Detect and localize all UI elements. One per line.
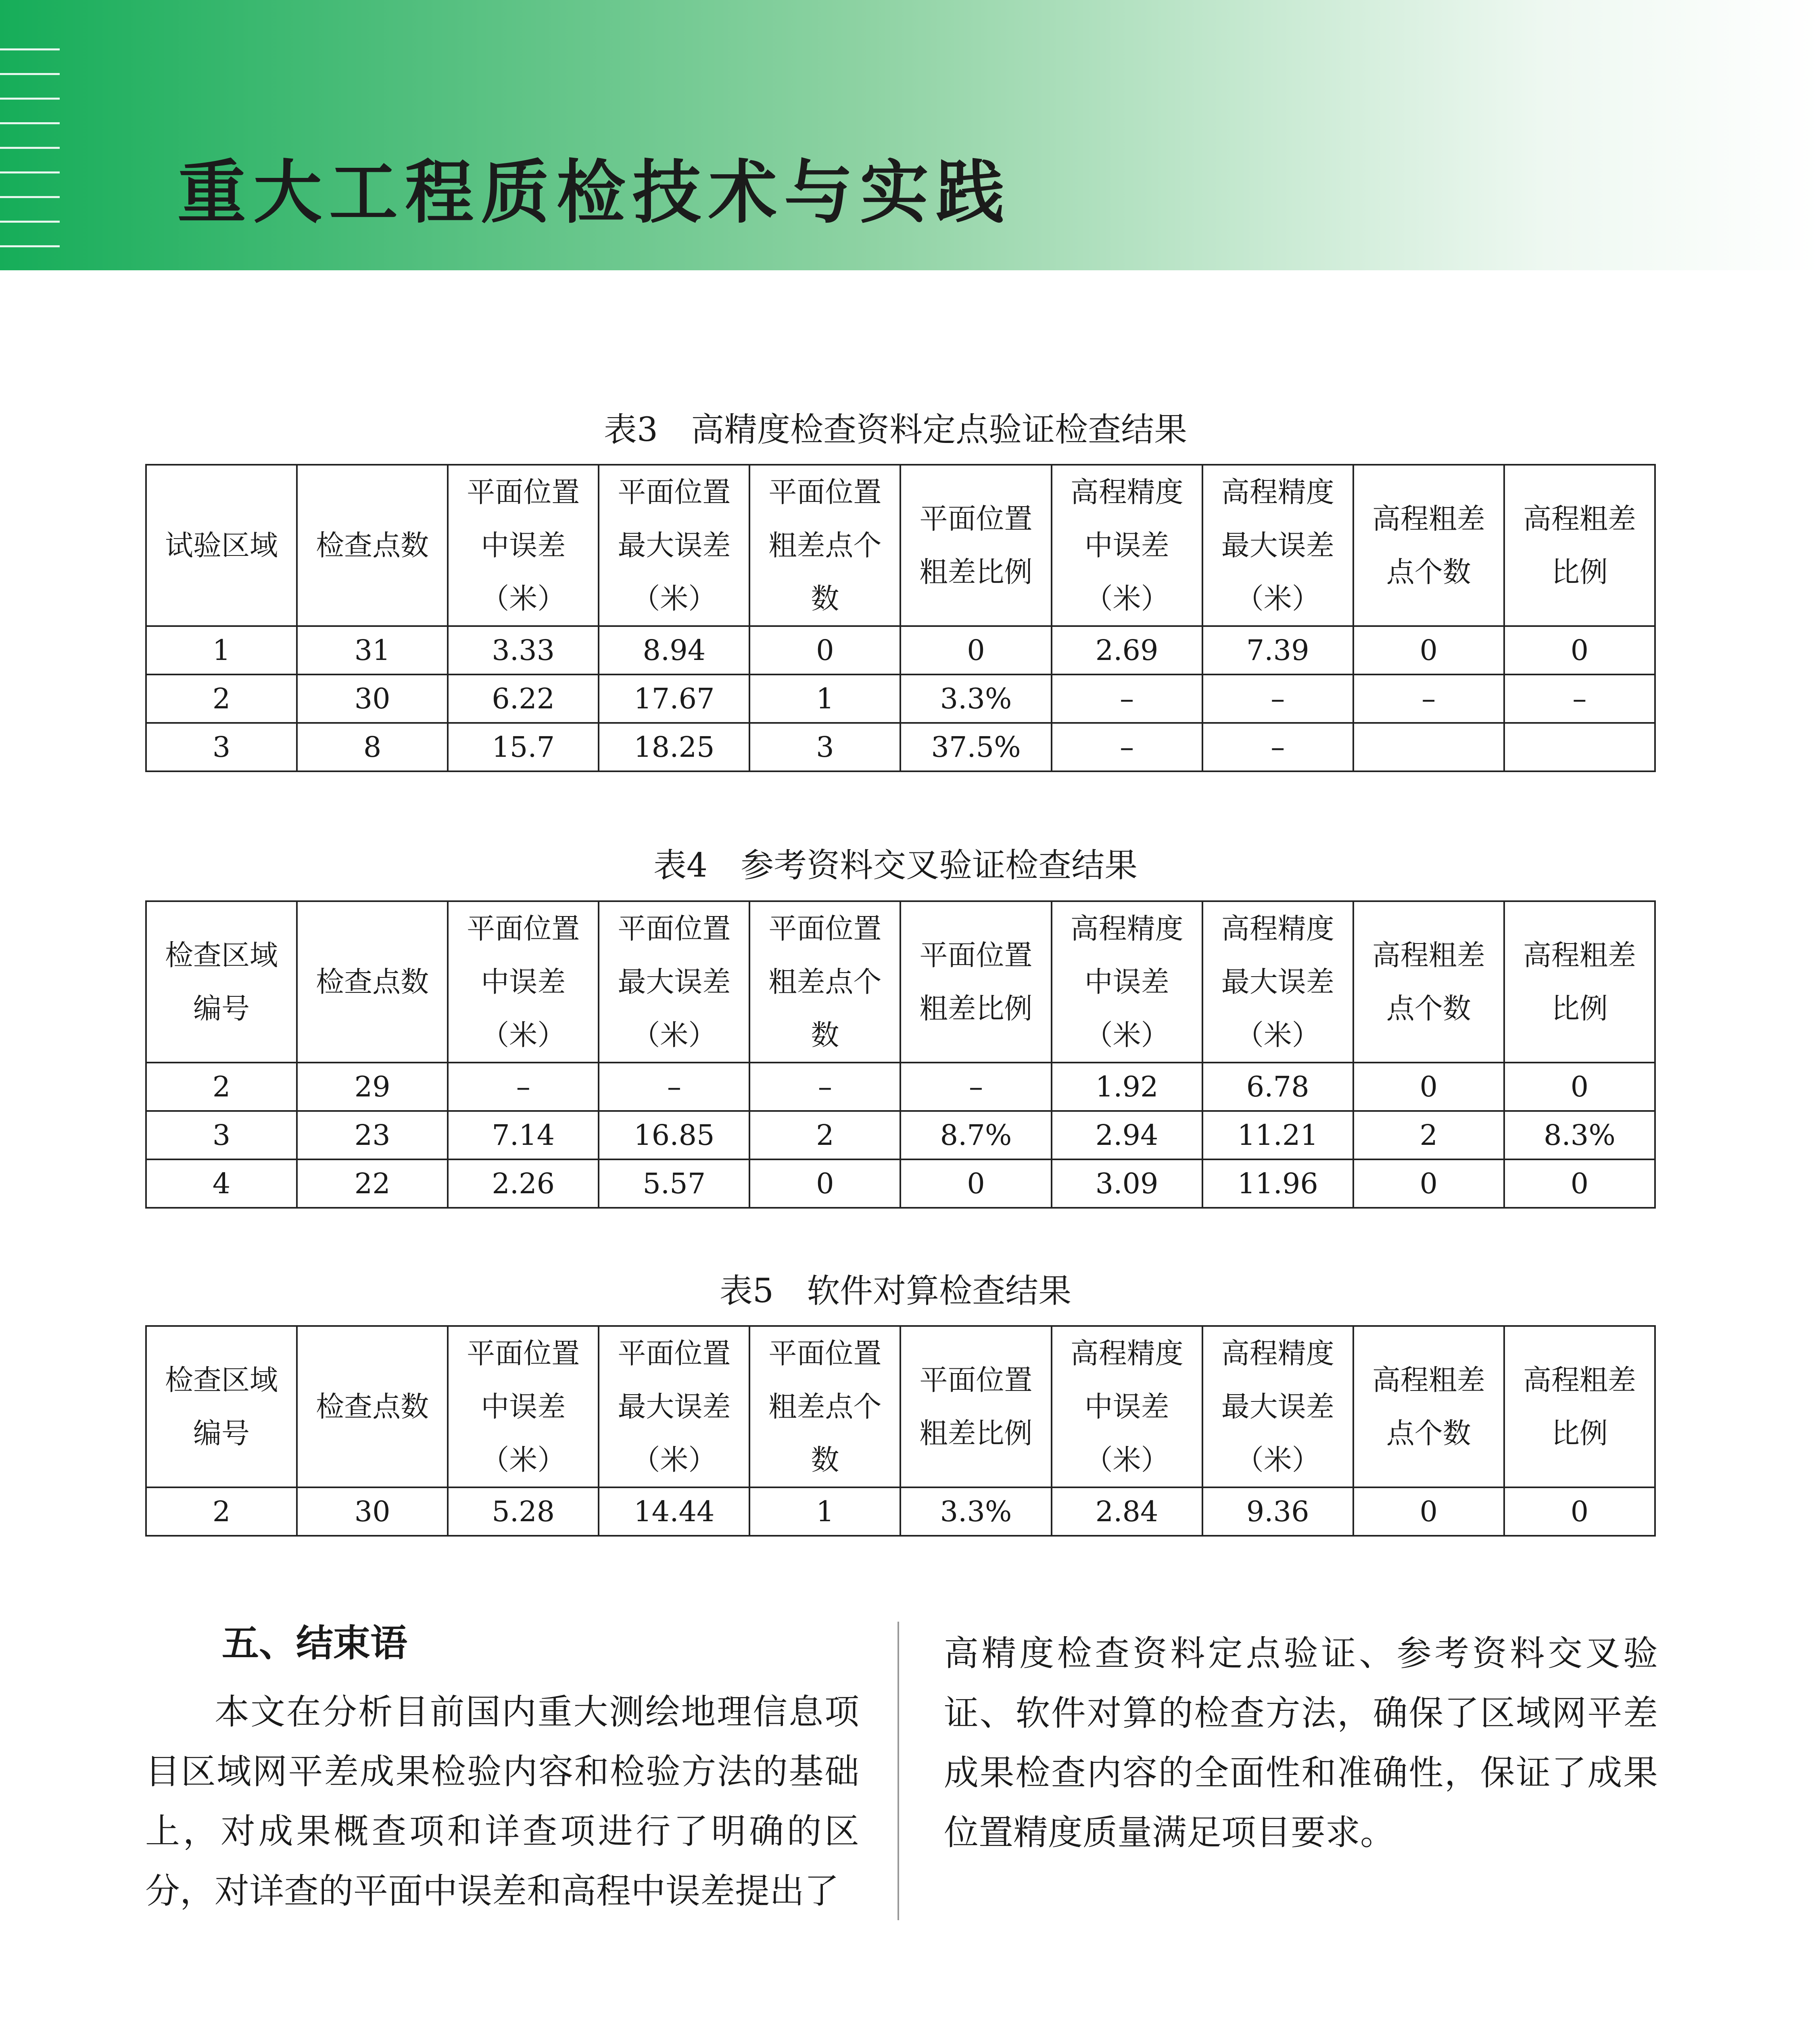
table-row xyxy=(146,723,1655,771)
table-cell: 5.28 xyxy=(448,1487,599,1536)
table-cell: 14.44 xyxy=(599,1487,749,1536)
table-cell: 4 xyxy=(146,1159,297,1208)
table-cell: 8.3% xyxy=(1504,1111,1655,1159)
column-header-line: 比例 xyxy=(1551,992,1608,1025)
table-cell: 17.67 xyxy=(599,674,749,723)
column-header-line: 平面位置 xyxy=(768,476,882,509)
table-cell: 0 xyxy=(1353,626,1504,674)
table5-column-header xyxy=(297,1326,448,1487)
column-header-line: 中误差 xyxy=(1084,529,1169,562)
table-cell: 1.92 xyxy=(1052,1063,1202,1111)
table3-column-header xyxy=(448,465,599,626)
table-cell: 11.96 xyxy=(1202,1159,1353,1208)
table-cell: 8.7% xyxy=(900,1111,1051,1159)
table5-header-row xyxy=(146,1326,1655,1487)
column-header-line: 检查点数 xyxy=(316,1390,429,1423)
column-header-line: 高程精度 xyxy=(1070,476,1183,509)
table5-column-header xyxy=(1052,1326,1202,1487)
table5-column-header xyxy=(146,1326,297,1487)
header-band xyxy=(0,0,1820,270)
table-cell: 0 xyxy=(1504,1063,1655,1111)
table-cell: – xyxy=(1052,723,1202,771)
table3-column-header xyxy=(900,465,1051,626)
table-cell: 2.84 xyxy=(1052,1487,1202,1536)
table-cell: 2 xyxy=(1353,1111,1504,1159)
column-header-line: 高程精度 xyxy=(1221,476,1334,509)
table3 xyxy=(145,464,1656,772)
table-cell: 0 xyxy=(900,1159,1051,1208)
column-header-line: 高程精度 xyxy=(1070,912,1183,945)
table5 xyxy=(145,1325,1656,1537)
table-cell: 1 xyxy=(749,674,900,723)
table3-column-header xyxy=(1504,465,1655,626)
column-header-line: 平面位置 xyxy=(618,912,731,945)
column-header-line: 高程精度 xyxy=(1221,1337,1334,1370)
column-header-line: 粗差点个 xyxy=(768,965,882,998)
column-header-line: （米） xyxy=(632,1019,717,1052)
table-cell: 0 xyxy=(1353,1487,1504,1536)
table5-column-header xyxy=(749,1326,900,1487)
table-cell: 2.26 xyxy=(448,1159,599,1208)
table-cell: 0 xyxy=(1353,1159,1504,1208)
column-header-line: 粗差点个 xyxy=(768,529,882,562)
column-header-line: 中误差 xyxy=(481,965,566,998)
table-cell: 30 xyxy=(297,674,448,723)
table-cell: – xyxy=(1202,723,1353,771)
column-header-line: 粗差比例 xyxy=(919,555,1033,589)
table-cell: – xyxy=(448,1063,599,1111)
column-header-line: 平面位置 xyxy=(467,912,580,945)
column-header-line: 中误差 xyxy=(1084,965,1169,998)
header-decoration-lines xyxy=(0,48,60,270)
table-cell: 9.36 xyxy=(1202,1487,1353,1536)
column-header-line: （米） xyxy=(632,582,717,615)
column-divider xyxy=(897,1622,899,1920)
column-header-line: 比例 xyxy=(1551,555,1608,589)
column-header-line: （米） xyxy=(481,1019,566,1052)
table-cell: 0 xyxy=(900,626,1051,674)
column-header-line: 检查点数 xyxy=(316,529,429,562)
column-header-line: 数 xyxy=(811,1443,839,1476)
table-cell: 7.14 xyxy=(448,1111,599,1159)
column-header-line: （米） xyxy=(1235,1443,1320,1476)
column-header-line: 中误差 xyxy=(1084,1390,1169,1423)
column-header-line: 平面位置 xyxy=(467,476,580,509)
column-header-line: （米） xyxy=(632,1443,717,1476)
table-cell: 5.57 xyxy=(599,1159,749,1208)
table-cell: 2 xyxy=(146,674,297,723)
table3-header-row xyxy=(146,465,1655,626)
table-cell: – xyxy=(1202,674,1353,723)
table-cell: 22 xyxy=(297,1159,448,1208)
table5-column-header xyxy=(900,1326,1051,1487)
column-header-line: 最大误差 xyxy=(1221,529,1334,562)
table-cell: 3.3% xyxy=(900,1487,1051,1536)
conclusion-right-column: 高精度检查资料定点验证、参考资料交叉验证、软件对算的检查方法，确保了区域网平差成果检查内容的全面性和准确性，保证了成果位置精度质量满足项目要求。 xyxy=(944,1633,1658,1853)
table-cell: 3 xyxy=(749,723,900,771)
table-cell: – xyxy=(599,1063,749,1111)
column-header-line: 高程精度 xyxy=(1221,912,1334,945)
column-header-line: （米） xyxy=(481,1443,566,1476)
table4-column-header xyxy=(448,901,599,1063)
table-cell: 2 xyxy=(146,1487,297,1536)
table-cell: 1 xyxy=(146,626,297,674)
column-header-line: （米） xyxy=(1235,582,1320,615)
column-header-line: 比例 xyxy=(1551,1417,1608,1450)
table4-column-header xyxy=(1353,901,1504,1063)
table-cell: 16.85 xyxy=(599,1111,749,1159)
column-header-line: 中误差 xyxy=(481,529,566,562)
column-header-line: 高程粗差 xyxy=(1372,939,1485,972)
table-row xyxy=(146,626,1655,674)
column-header-line: 编号 xyxy=(193,992,250,1025)
table-cell: 0 xyxy=(1504,1487,1655,1536)
column-header-line: （米） xyxy=(1235,1019,1320,1052)
column-header-line: 平面位置 xyxy=(618,476,731,509)
table-cell: 23 xyxy=(297,1111,448,1159)
table-cell: 2.94 xyxy=(1052,1111,1202,1159)
column-header-line: 平面位置 xyxy=(919,939,1033,972)
table-row xyxy=(146,1487,1655,1536)
table-cell: – xyxy=(1504,674,1655,723)
column-header-line: 最大误差 xyxy=(1221,1390,1334,1423)
column-header-line: （米） xyxy=(481,582,566,615)
table-cell: 37.5% xyxy=(900,723,1051,771)
table-cell: 29 xyxy=(297,1063,448,1111)
column-header-line: 高程粗差 xyxy=(1372,1363,1485,1397)
column-header-line: （米） xyxy=(1084,582,1169,615)
section-title: 五、结束语 xyxy=(222,1622,408,1665)
conclusion-left-column: 本文在分析目前国内重大测绘地理信息项目区域网平差成果检验内容和检验方法的基础上，对成果概查项和详查项进行了明确的区分，对详查的平面中误差和高程中误差提出了 xyxy=(145,1692,859,1911)
table5-column-header xyxy=(1353,1326,1504,1487)
table-cell: 0 xyxy=(1504,1159,1655,1208)
column-header-line: 编号 xyxy=(193,1417,250,1450)
table-cell: 0 xyxy=(1353,1063,1504,1111)
column-header-line: 平面位置 xyxy=(467,1337,580,1370)
table4-column-header xyxy=(1202,901,1353,1063)
table3-caption: 表3 高精度检查资料定点验证检查结果 xyxy=(603,411,1188,449)
table-cell xyxy=(1504,723,1655,771)
column-header-line: 最大误差 xyxy=(1221,965,1334,998)
table-cell: 15.7 xyxy=(448,723,599,771)
column-header-line: 最大误差 xyxy=(618,965,731,998)
table4-column-header xyxy=(1052,901,1202,1063)
column-header-line: 点个数 xyxy=(1386,992,1471,1025)
table-cell: 0 xyxy=(1504,626,1655,674)
column-header-line: 检查点数 xyxy=(316,965,429,998)
table3-column-header xyxy=(749,465,900,626)
journal-title: 重大工程质检技术与实践 xyxy=(177,153,1012,233)
column-header-line: 平面位置 xyxy=(618,1337,731,1370)
table3-column-header xyxy=(297,465,448,626)
table-cell: 0 xyxy=(749,1159,900,1208)
column-header-line: 粗差比例 xyxy=(919,992,1033,1025)
table4-column-header xyxy=(146,901,297,1063)
table4-column-header xyxy=(297,901,448,1063)
table-cell: 7.39 xyxy=(1202,626,1353,674)
table-cell: 11.21 xyxy=(1202,1111,1353,1159)
table-row xyxy=(146,1063,1655,1111)
column-header-line: 数 xyxy=(811,1019,839,1052)
column-header-line: 点个数 xyxy=(1386,1417,1471,1450)
table-cell: 6.22 xyxy=(448,674,599,723)
table-cell: – xyxy=(1353,674,1504,723)
table-cell: 8.94 xyxy=(599,626,749,674)
table-cell xyxy=(1353,723,1504,771)
table-cell: 1 xyxy=(749,1487,900,1536)
column-header-line: 粗差比例 xyxy=(919,1417,1033,1450)
column-header-line: （米） xyxy=(1084,1019,1169,1052)
column-header-line: 高程粗差 xyxy=(1523,502,1636,535)
table-cell: 2.69 xyxy=(1052,626,1202,674)
column-header-line: 高程精度 xyxy=(1070,1337,1183,1370)
table4-column-header xyxy=(1504,901,1655,1063)
column-header-line: 检查区域 xyxy=(165,939,278,972)
table5-caption: 表5 软件对算检查结果 xyxy=(719,1272,1072,1310)
table5-column-header xyxy=(599,1326,749,1487)
table-row xyxy=(146,1111,1655,1159)
table5-column-header xyxy=(448,1326,599,1487)
table-cell: 3 xyxy=(146,723,297,771)
table3-column-header xyxy=(1353,465,1504,626)
table4-column-header xyxy=(599,901,749,1063)
table-cell: 18.25 xyxy=(599,723,749,771)
table-row xyxy=(146,674,1655,723)
column-header-line: 中误差 xyxy=(481,1390,566,1423)
table4 xyxy=(145,900,1656,1209)
column-header-line: 试验区域 xyxy=(165,529,278,562)
column-header-line: 平面位置 xyxy=(768,1337,882,1370)
table-cell: – xyxy=(749,1063,900,1111)
table4-header-row xyxy=(146,901,1655,1063)
table-cell: 3.3% xyxy=(900,674,1051,723)
table3-column-header xyxy=(1202,465,1353,626)
column-header-line: 平面位置 xyxy=(919,1363,1033,1397)
column-header-line: 粗差点个 xyxy=(768,1390,882,1423)
column-header-line: 检查区域 xyxy=(165,1363,278,1397)
column-header-line: 高程粗差 xyxy=(1523,939,1636,972)
table-cell: 0 xyxy=(749,626,900,674)
column-header-line: 平面位置 xyxy=(768,912,882,945)
column-header-line: 高程粗差 xyxy=(1372,502,1485,535)
table-cell: 3 xyxy=(146,1111,297,1159)
table-cell: 3.09 xyxy=(1052,1159,1202,1208)
table3-column-header xyxy=(146,465,297,626)
table-cell: 31 xyxy=(297,626,448,674)
column-header-line: 高程粗差 xyxy=(1523,1363,1636,1397)
column-header-line: 点个数 xyxy=(1386,555,1471,589)
table4-column-header xyxy=(900,901,1051,1063)
table-row xyxy=(146,1159,1655,1208)
table4-caption: 表4 参考资料交叉验证检查结果 xyxy=(653,846,1138,885)
table-cell: 2 xyxy=(749,1111,900,1159)
column-header-line: 数 xyxy=(811,582,839,615)
column-header-line: 最大误差 xyxy=(618,529,731,562)
table-cell: 2 xyxy=(146,1063,297,1111)
table3-column-header xyxy=(1052,465,1202,626)
table-cell: – xyxy=(1052,674,1202,723)
table-cell: – xyxy=(900,1063,1051,1111)
column-header-line: 最大误差 xyxy=(618,1390,731,1423)
table-cell: 3.33 xyxy=(448,626,599,674)
table3-column-header xyxy=(599,465,749,626)
table-cell: 6.78 xyxy=(1202,1063,1353,1111)
table5-column-header xyxy=(1202,1326,1353,1487)
table5-column-header xyxy=(1504,1326,1655,1487)
table4-column-header xyxy=(749,901,900,1063)
column-header-line: 平面位置 xyxy=(919,502,1033,535)
column-header-line: （米） xyxy=(1084,1443,1169,1476)
table-cell: 8 xyxy=(297,723,448,771)
table-cell: 30 xyxy=(297,1487,448,1536)
